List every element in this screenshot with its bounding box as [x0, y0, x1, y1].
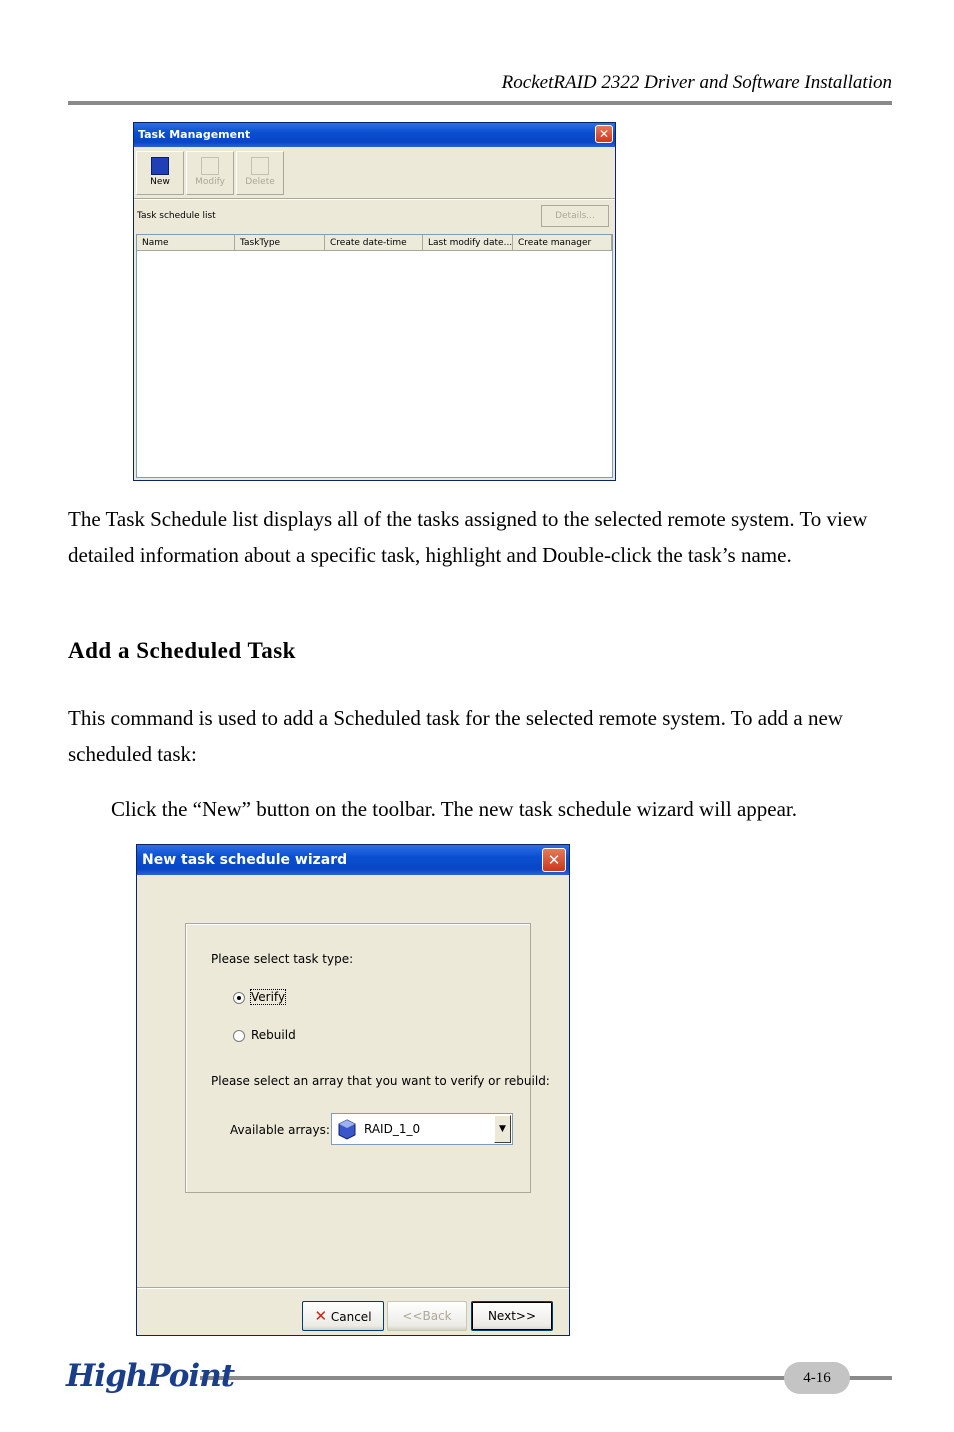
task-management-window — [133, 122, 616, 481]
header-rule — [68, 101, 892, 105]
paragraph-task-list: The Task Schedule list displays all of the tasks assigned to the selected remote system. To view detailed information about a specific task, highlight and Double-click the task’s name. — [68, 507, 868, 567]
delete-button-label: Delete — [245, 177, 275, 187]
task-type-prompt: Please select task type: — [211, 952, 354, 966]
selected-array: RAID_1_0 — [364, 1122, 421, 1136]
window-title: Task Management — [138, 128, 251, 141]
wizard-title-bar — [137, 845, 569, 875]
paragraph-add-task: This command is used to add a Scheduled task for the selected remote system. To add a new scheduled task: — [68, 706, 843, 766]
column-header-tasktype[interactable]: TaskType — [235, 235, 325, 251]
available-arrays-select[interactable] — [331, 1113, 513, 1145]
delete-icon — [251, 157, 269, 175]
toolbar-separator — [134, 198, 615, 200]
modify-button-label: Modify — [195, 177, 225, 187]
window-title-bar — [134, 123, 615, 147]
highpoint-logo: HighPoint — [66, 1358, 235, 1394]
wizard-window — [136, 844, 570, 1336]
task-options-group — [185, 923, 550, 1193]
instruction-step: Click the “New” button on the toolbar. The new task schedule wizard will appear. — [111, 797, 797, 821]
new-task-icon — [151, 157, 169, 175]
task-list-label: Task schedule list — [137, 211, 216, 221]
column-header-name[interactable]: Name — [137, 235, 235, 251]
page-header-title: RocketRAID 2322 Driver and Software Installation — [501, 72, 892, 93]
array-icon — [338, 1119, 356, 1140]
column-header-modify-date[interactable]: Last modify date... — [423, 235, 513, 251]
column-header-create-date[interactable]: Create date-time — [325, 235, 423, 251]
column-header-create-manager[interactable]: Create manager — [513, 235, 612, 251]
rebuild-radio[interactable] — [233, 1030, 245, 1042]
rebuild-label[interactable]: Rebuild — [251, 1028, 296, 1042]
cancel-button[interactable] — [302, 1301, 384, 1331]
delete-button[interactable] — [236, 151, 284, 195]
new-button[interactable] — [136, 151, 184, 195]
cancel-x-icon: ✕ — [314, 1307, 328, 1325]
dropdown-arrow-icon[interactable]: ▼ — [494, 1115, 511, 1143]
array-prompt: Please select an array that you want to verify or rebuild: — [211, 1074, 550, 1088]
close-icon[interactable]: ✕ — [542, 848, 566, 872]
next-button[interactable]: Next>> — [471, 1301, 553, 1331]
verify-radio[interactable] — [233, 992, 245, 1004]
page-number: 4-16 — [784, 1362, 850, 1394]
back-button[interactable]: <<Back — [387, 1301, 467, 1331]
verify-label[interactable]: Verify — [251, 990, 286, 1004]
cancel-button-label: Cancel — [330, 1310, 372, 1324]
section-heading: Add a Scheduled Task — [68, 638, 296, 663]
modify-button[interactable] — [186, 151, 234, 195]
close-icon[interactable]: ✕ — [595, 125, 613, 143]
new-button-label: New — [150, 177, 170, 187]
available-arrays-label: Available arrays: — [230, 1123, 330, 1137]
task-list[interactable] — [136, 234, 613, 478]
details-button[interactable]: Details... — [541, 205, 609, 227]
wizard-separator — [137, 1287, 569, 1289]
wizard-title: New task schedule wizard — [142, 852, 348, 868]
modify-icon — [201, 157, 219, 175]
